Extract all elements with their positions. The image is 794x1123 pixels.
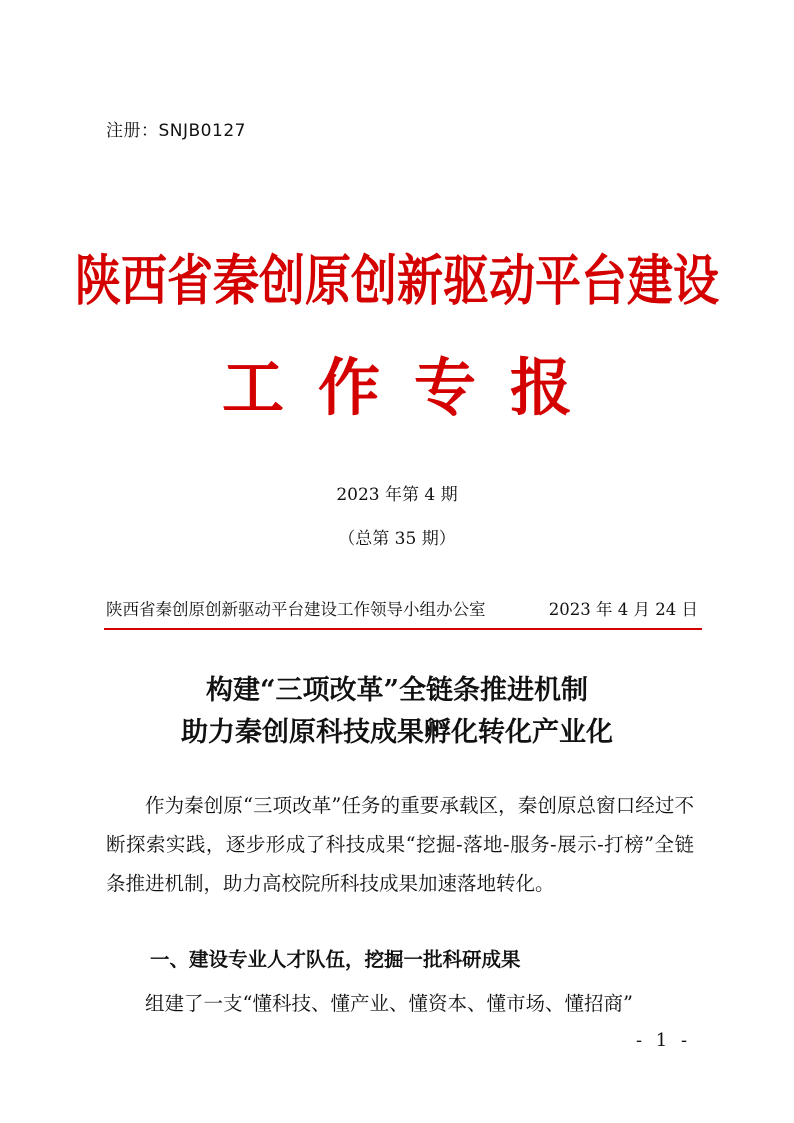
- article-title-line1: 构建“三项改革”全链条推进机制: [205, 675, 589, 706]
- issuer-row: [106, 596, 698, 620]
- issuer-office: 陕西省秦创原创新驱动平台建设工作领导小组办公室: [106, 600, 486, 619]
- masthead-title: 陕西省秦创原创新驱动平台建设: [75, 248, 719, 313]
- red-divider: [104, 628, 702, 630]
- total-issue-number: （总第 35 期）: [338, 529, 456, 549]
- section-paragraph: 组建了一支“懂科技、懂产业、懂资本、懂市场、懂招商”: [145, 992, 633, 1015]
- registration-number: 注册：SNJB0127: [106, 121, 246, 141]
- page-number: - 1 -: [636, 1030, 692, 1051]
- issue-date: 2023 年 4 月 24 日: [548, 600, 698, 619]
- masthead-subtitle: 工作专报: [221, 351, 606, 424]
- issue-number: 2023 年第 4 期: [336, 485, 458, 505]
- section-heading: 一、建设专业人才队伍，挖掘一批科研成果: [150, 948, 521, 971]
- intro-paragraph: 作为秦创原“三项改革”任务的重要承载区，秦创原总窗口经过不断探索实践，逐步形成了科技成果“挖掘-落地-服务-展示-打榜”全链条推进机制，助力高校院所科技成果加速落地转化。: [106, 794, 694, 895]
- article-title-line2: 助力秦创原科技成果孵化转化产业化: [181, 717, 613, 748]
